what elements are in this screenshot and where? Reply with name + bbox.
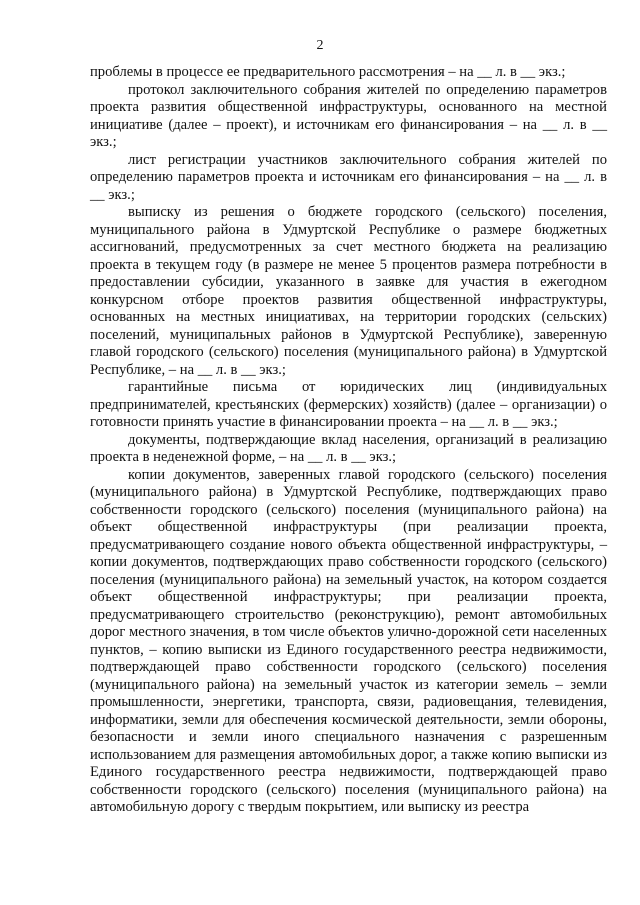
page-number: 2 — [316, 38, 324, 53]
paragraph-6: документы, подтверждающие вклад населения, организаций в реализацию проекта в неденежной форме, – на __ л. в __ экз.; — [90, 431, 607, 465]
paragraph-2: протокол заключительного собрания жителей по определению параметров проекта развития общественной инфраструктуры, основанного на местной инициативе (далее – проект), и источникам его финансирования – на __ л. в __ экз.; — [90, 81, 607, 150]
paragraph-3: лист регистрации участников заключительного собрания жителей по определению параметров проекта и источникам его финансирования – на __ л. в __ экз.; — [90, 151, 607, 203]
paragraph-5: гарантийные письма от юридических лиц (индивидуальных предпринимателей, крестьянских (фермерских) хозяйств) (далее – организации) о готовности принять участие в финансировании проекта – на __ л. в __ экз.; — [90, 379, 607, 430]
paragraph-4: выписку из решения о бюджете городского (сельского) поселения, муниципального района в Удмуртской Республике о размере бюджетных ассигнований, предусмотренных за счет местного бюджета на реализацию проекта в текущем году (в размере не менее 5 процентов размера потребности в предоставлении субсидии, указанного в заявке для участия в ежегодном конкурсном отборе проектов развития общественной инфраструктуры, основанных на местных инициативах, на территории городских (сельских) поселений, муниципальных районов в Удмуртской Республике), заверенную главой городского (сельского) поселения (муниципального района) в Удмуртской Республике, – на __ л. в __ экз.; — [90, 204, 607, 378]
paragraph-7: копии документов, заверенных главой городского (сельского) поселения (муниципального района) в Удмуртской Республике, подтверждающих право собственности городского (сельского) поселения (муниципального района) на объект общественной инфраструктуры (при реализации проекта, предусматривающего создание нового объекта общественной инфраструктуры, – копии документов, подтверждающих право собственности городского (сельского) поселения (муниципального района) на земельный участок, на котором создается объект общественной инфраструктуры; при реализации проекта, предусматривающего строительство (реконструкцию), ремонт автомобильных дорог местного значения, в том числе объектов улично-дорожной сети населенных пунктов, – копию выписки из Единого государственного реестра недвижимости, подтверждающей право собственности городского (сельского) поселения (муниципального района) на земельный участок из категории земель – земли промышленности, энергетики, транспорта, связи, радиовещания, телевидения, информатики, земли для обеспечения космической деятельности, земли обороны, безопасности и земли иного специального назначения с разрешенным использованием для размещения автомобильных дорог, а также копию выписки из Единого государственного реестра недвижимости, подтверждающей право собственности городского (сельского) поселения (муниципального района) на автомобильную дорогу с твердым покрытием, или выписку из реестра — [90, 466, 607, 815]
paragraph-1: проблемы в процессе ее предварительного рассмотрения – на __ л. в __ экз.; — [90, 64, 566, 80]
document-body — [90, 64, 607, 817]
